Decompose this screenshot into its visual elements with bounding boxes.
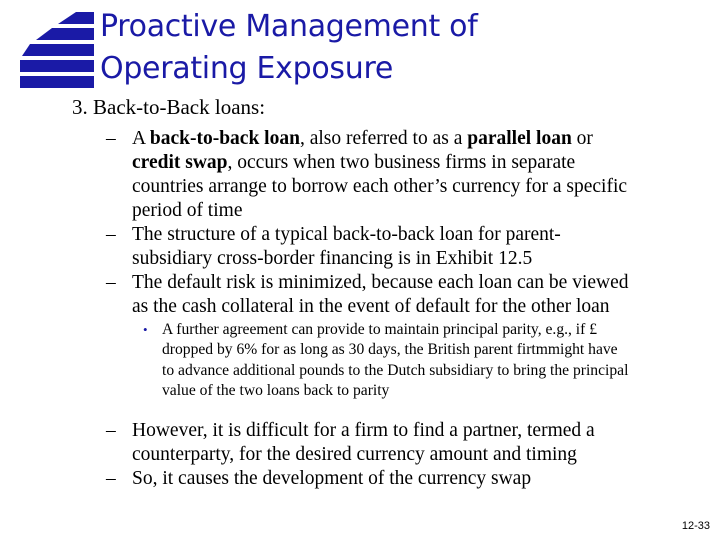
- bullet-dash: –: [106, 272, 116, 293]
- bullet-dash: –: [106, 420, 116, 442]
- sub-bullet-line: dropped by 6% for as long as 30 days, the British parent firtmmight have: [162, 341, 618, 359]
- text-run: , occurs when two business firms in separate: [227, 152, 576, 173]
- bullet-line: [132, 175, 706, 199]
- bullet-item: [106, 419, 706, 467]
- text-run: The default risk is minimized, because each loan can be viewed: [132, 272, 629, 293]
- sub-bullet-line: A further agreement can provide to maintain principal parity, e.g., if £: [162, 321, 598, 338]
- bullet-dash: –: [106, 468, 116, 490]
- slide-title: [100, 6, 700, 90]
- spacer: [106, 401, 706, 419]
- text-run: as the cash collateral in the event of default for the other loan: [132, 296, 610, 317]
- text-run: So, it causes the development of the currency swap: [132, 468, 532, 490]
- sub-bullet-dot: •: [143, 322, 148, 337]
- text-run: counterparty, for the desired currency amount and timing: [132, 444, 577, 466]
- bullet-line: [132, 223, 706, 247]
- bullet-item: [106, 467, 706, 491]
- sub-bullet-item: [106, 320, 706, 401]
- bullet-item: [106, 127, 706, 223]
- bullet-line: [132, 443, 706, 467]
- page-number: 12-33: [681, 520, 710, 532]
- bullet-group-closing: [106, 419, 706, 491]
- slide-title-line-2: Operating Exposure: [100, 51, 394, 86]
- bold-term: parallel loan: [467, 128, 572, 149]
- text-run: subsidiary cross-border financing is in Exhibit 12.5: [132, 248, 533, 269]
- bullet-item: [106, 271, 706, 319]
- bullet-line: [132, 271, 706, 295]
- bullet-dash: –: [106, 128, 116, 149]
- bullet-line: [132, 295, 706, 319]
- bullet-line: [132, 247, 706, 271]
- text-run: or: [571, 128, 593, 149]
- sub-bullet-line: value of the two loans back to parity: [162, 381, 390, 399]
- text-run: countries arrange to borrow each other’s currency for a specific: [132, 176, 628, 197]
- bullet-item: [106, 223, 706, 271]
- text-run: The structure of a typical back-to-back loan for parent-: [132, 224, 561, 245]
- bold-term: credit swap: [132, 152, 228, 173]
- bullet-line: [132, 151, 706, 175]
- bullet-list: [106, 127, 706, 491]
- bullet-line: [132, 127, 706, 151]
- text-run: However, it is difficult for a firm to find a partner, termed a: [132, 420, 595, 442]
- bullet-group-main: [106, 127, 706, 319]
- text-run: period of time: [132, 200, 243, 221]
- bullet-line: [132, 419, 706, 443]
- text-run: A: [132, 128, 150, 149]
- slide-title-line-1: Proactive Management of: [100, 9, 478, 44]
- blue-stripes-logo-icon: [18, 10, 94, 90]
- bullet-line: [132, 199, 706, 223]
- text-run: , also referred to as a: [299, 128, 468, 149]
- bullet-line: [132, 467, 706, 491]
- bullet-dash: –: [106, 224, 116, 245]
- sub-bullet-line: to advance additional pounds to the Dutch subsidiary to bring the principal: [162, 361, 629, 379]
- section-heading: 3. Back-to-Back loans:: [72, 95, 266, 119]
- bold-term: back-to-back loan: [149, 128, 300, 149]
